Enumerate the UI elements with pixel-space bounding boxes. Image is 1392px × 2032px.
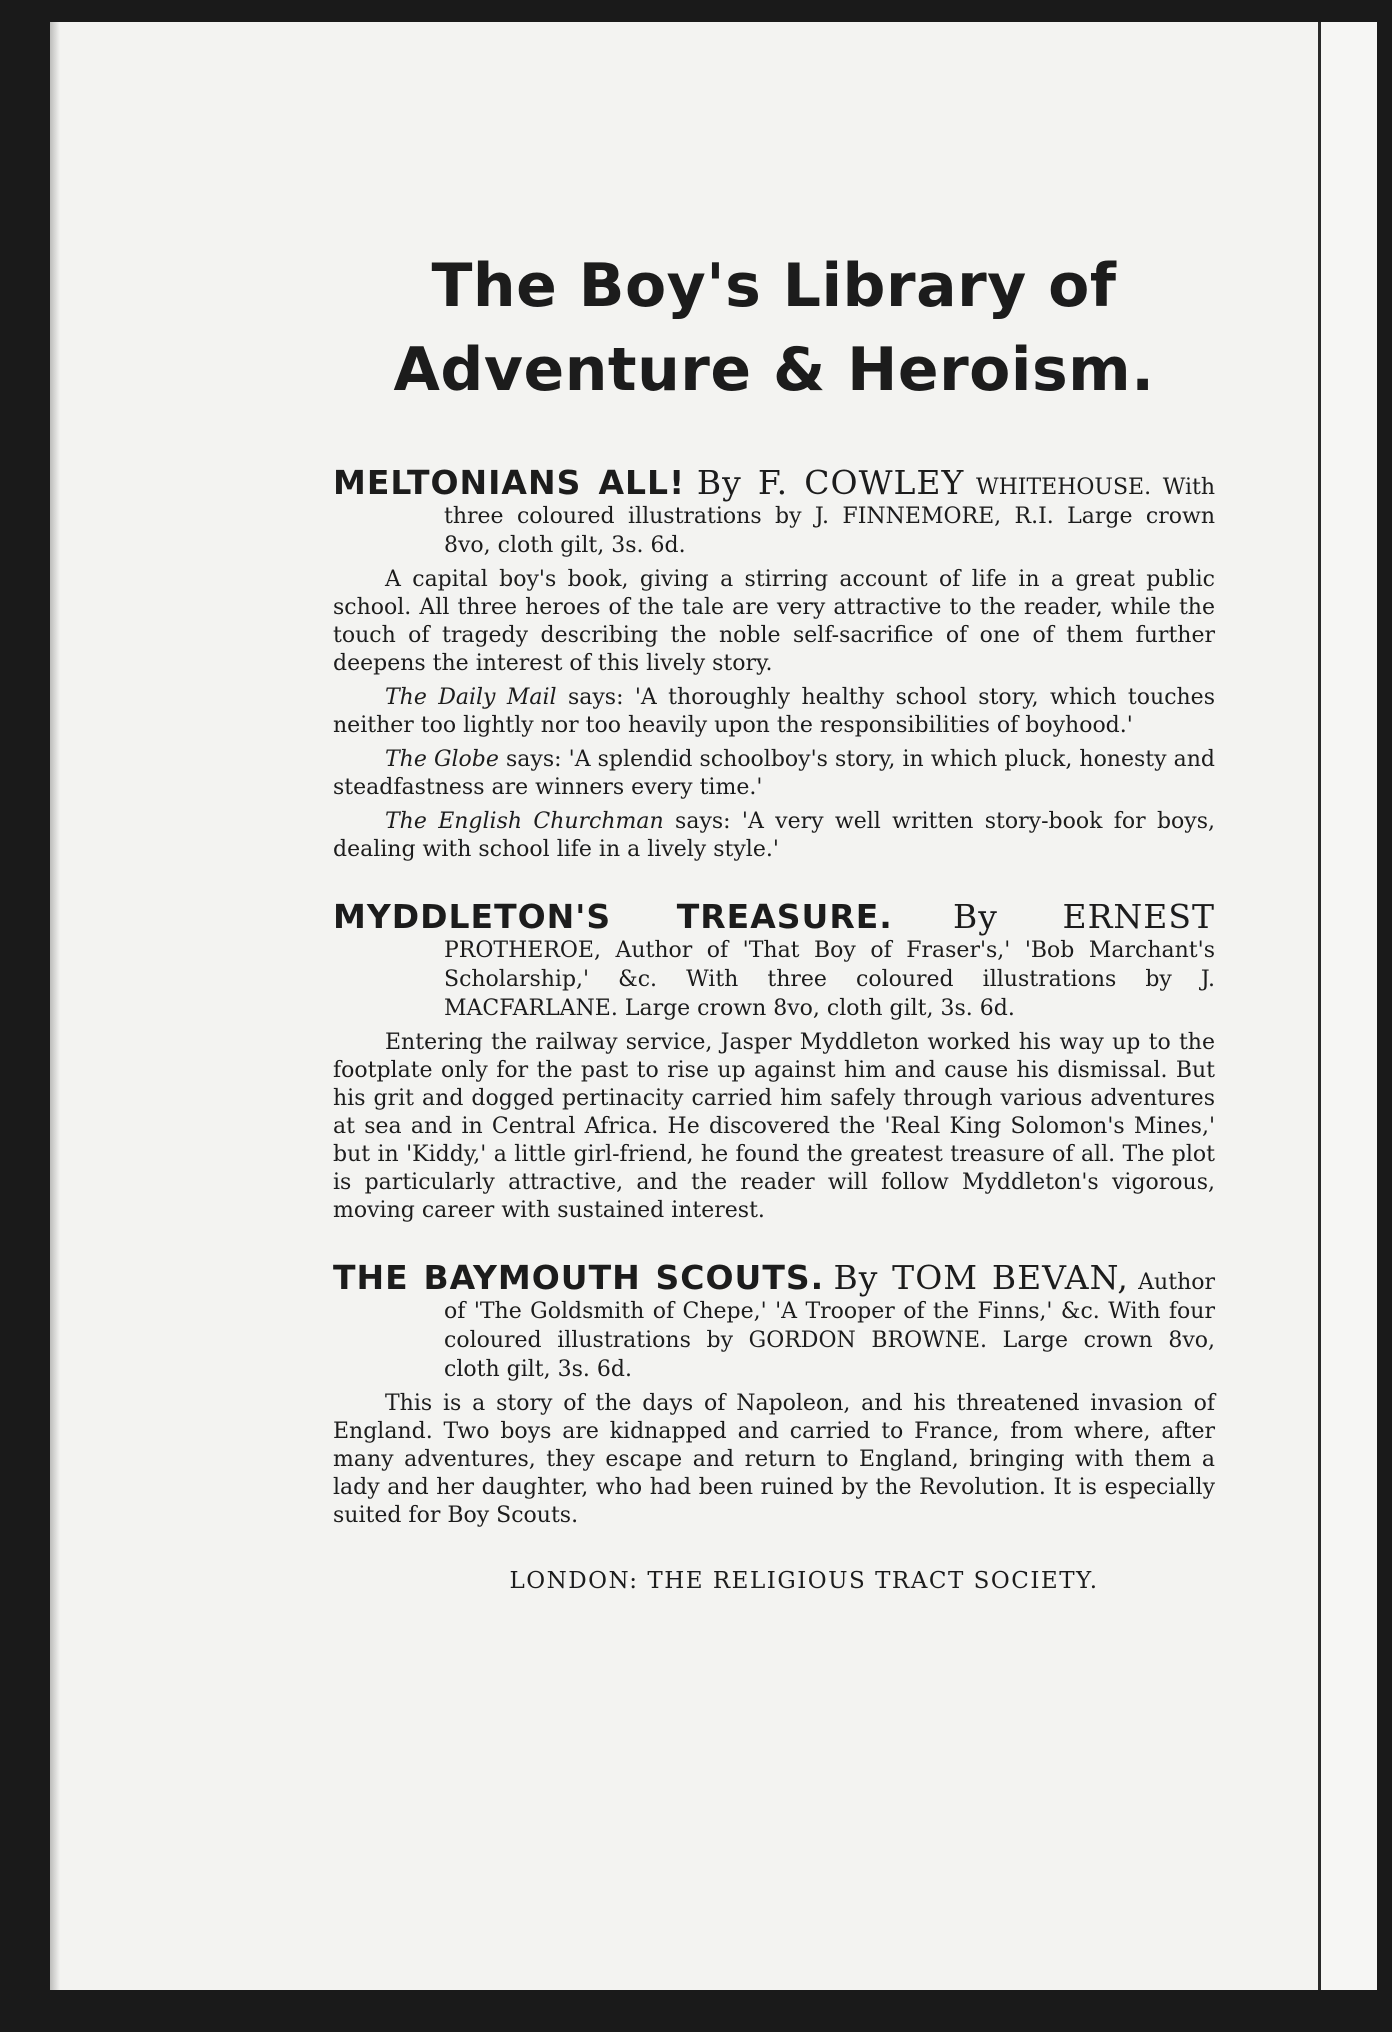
entry-heading — [333, 1258, 1215, 1384]
page-gutter-shadow — [50, 22, 60, 1990]
review-says: says: — [567, 685, 624, 710]
review-source: The Daily Mail — [385, 685, 557, 710]
book-details: PROTHEROE, Author of 'That Boy of Fraser's,' 'Bob Marchant's Scholarship,' &c. With three coloured illustrations by J. MACFARLANE. Large crown 8vo, cloth gilt, 3s. 6d. — [444, 938, 1215, 1021]
review-quote: 'A splendid schoolboy's story, in which pluck, honesty and steadfastness are winners every time.' — [333, 747, 1216, 800]
book-entry-meltonians — [333, 463, 1216, 864]
book-description: A capital boy's book, giving a stirring account of life in a great public school. All three heroes of the tale are very attractive to the reader, while the touch of tragedy describing the noble self-sacrifice of one of them further deepens the interest of this lively story. — [333, 567, 1215, 676]
entry-heading — [333, 463, 1216, 560]
page-title — [333, 244, 1215, 412]
advertisement-content — [333, 244, 1215, 1594]
review-says: says: — [675, 809, 731, 834]
title-line-1: The Boy's Library of — [431, 251, 1117, 321]
book-title: THE BAYMOUTH SCOUTS. — [333, 1258, 825, 1297]
book-details: Author of 'The Goldsmith of Chepe,' 'A Trooper of the Finns,' &c. With four coloured illustrations by GORDON BROWNE. Large crown 8vo, cloth gilt, 3s. 6d. — [444, 1270, 1215, 1382]
entry-heading — [333, 897, 1216, 1023]
review-english-churchman — [333, 808, 1215, 864]
book-author-lead: By F. COWLEY — [696, 463, 965, 502]
review-daily-mail — [333, 684, 1215, 740]
publisher-imprint: LONDON: THE RELIGIOUS TRACT SOCIETY. — [509, 1568, 1099, 1594]
review-globe — [333, 746, 1215, 802]
review-quote: 'A very well written story-book for boys, dealing with school life in a lively style.' — [333, 809, 1216, 862]
review-says: says: — [506, 747, 562, 772]
review-source: The English Churchman — [385, 809, 664, 834]
book-description: This is a story of the days of Napoleon, and his threatened invasion of England. Two boys are kidnapped and carried to France, from where, after many adventures, they escape and return to England, bringing with them a lady and her daughter, who had been ruined by the Revolution. It is especially suited for Boy Scouts. — [333, 1391, 1215, 1528]
review-source: The Globe — [385, 747, 499, 772]
book-entry-baymouth — [333, 1258, 1215, 1530]
book-author-lead: By TOM BEVAN, — [833, 1258, 1129, 1297]
title-line-2: Adventure & Heroism. — [393, 335, 1155, 405]
book-entry-myddleton — [333, 897, 1216, 1225]
book-title: MYDDLETON'S TREASURE. — [333, 897, 893, 936]
book-details: WHITEHOUSE. With three coloured illustrations by J. FINNEMORE, R.I. Large crown 8vo, cloth gilt, 3s. 6d. — [444, 475, 1216, 558]
book-author-lead: By ERNEST — [952, 897, 1216, 936]
book-description: Entering the railway service, Jasper Myddleton worked his way up to the footplate only for the past to rise up against him and cause his dismissal. But his grit and dogged pertinacity carried him safely through various adventures at sea and in Central Africa. He discovered the 'Real King Solomon's Mines,' but in 'Kiddy,' a little girl-friend, he found the greatest treasure of all. The plot is particularly attractive, and the reader will follow Myddleton's vigorous, moving career with sustained interest. — [333, 1030, 1215, 1223]
review-quote: 'A thoroughly healthy school story, which touches neither too lightly nor too heavily upon the responsibilities of boyhood.' — [333, 685, 1215, 738]
next-page-edge — [1318, 22, 1377, 1990]
book-title: MELTONIANS ALL! — [333, 463, 686, 502]
